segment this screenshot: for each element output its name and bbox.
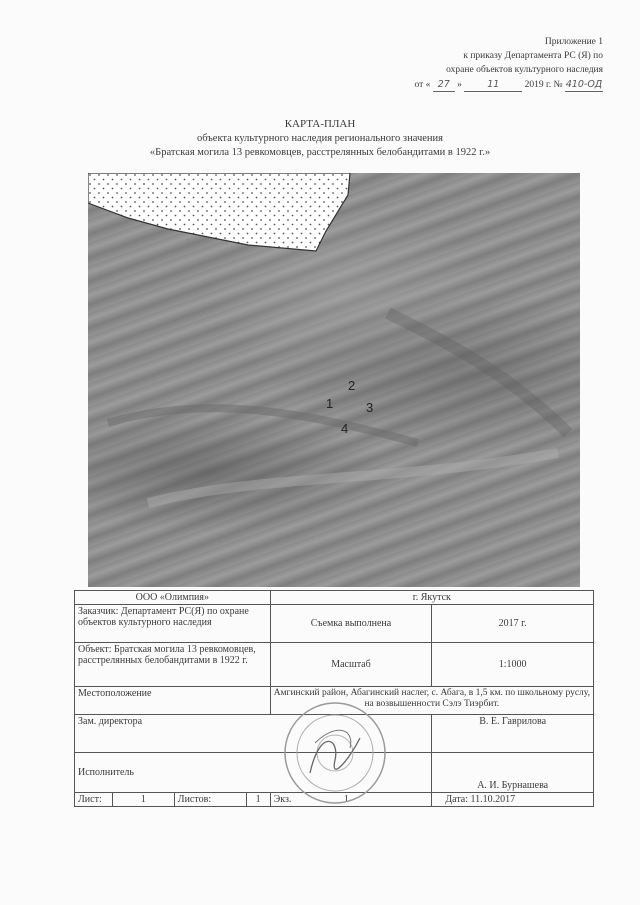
doc-subtitle: объекта культурного наследия регионального значения [197, 133, 443, 144]
sheet-label-cell: Лист: [75, 793, 113, 807]
sheets-label-cell: Листов: [174, 793, 246, 807]
order-number: 410-ОД [565, 79, 603, 90]
official-seal [280, 698, 390, 808]
scale-label-cell: Масштаб [270, 643, 432, 687]
copy-label: Экз. [273, 794, 292, 805]
date-day: 27 [433, 78, 455, 92]
executor-name-cell: А. И. Бурнашева [432, 753, 594, 793]
date-cell [432, 793, 594, 807]
appendix-line-3: охране объектов культурного наследия [446, 65, 603, 75]
organization-cell: ООО «Олимпия» [75, 591, 271, 605]
terrain-line [148, 453, 558, 503]
doc-title: КАРТА-ПЛАН [284, 118, 356, 130]
appendix-line-2: к приказу Департамента РС (Я) по [463, 51, 603, 61]
map-overlay [88, 173, 580, 587]
date-label: Дата: [445, 794, 469, 805]
deputy-name-cell: В. Е. Гаврилова [432, 715, 594, 753]
date-year: 2019 г. № [524, 80, 563, 90]
sheet-value-cell: 1 [112, 793, 174, 807]
appendix-date-line [414, 78, 603, 92]
executor-label-cell: Исполнитель [75, 753, 432, 793]
map-point-4: 4 [341, 421, 349, 436]
deputy-label-cell: Зам. директора [75, 715, 432, 753]
date-mid: » [457, 80, 462, 90]
appendix-line-1: Приложение 1 [544, 37, 603, 47]
map-point-2: 2 [348, 378, 356, 393]
city-cell: г. Якутск [270, 591, 593, 605]
location-label-cell: Местоположение [75, 687, 271, 715]
map-point-1: 1 [326, 396, 334, 411]
copy-value: 1 [343, 794, 349, 805]
hatched-area [88, 173, 350, 251]
location-value-cell: Амгинский район, Абагинский наслег, с. Абага, в 1,5 км. по школьному руслу, на возвышенности Сэлэ Тиэрбит. [270, 687, 593, 715]
scale-value-cell: 1:1000 [432, 643, 594, 687]
date-prefix: от « [414, 80, 431, 90]
object-name: «Братская могила 13 ревкомовцев, расстрелянных белобандитами в 1922 г.» [149, 147, 491, 158]
survey-year-cell: 2017 г. [432, 605, 594, 643]
terrain-line [388, 313, 568, 433]
survey-label-cell: Съемка выполнена [270, 605, 432, 643]
date-value: 11.10.2017 [470, 794, 516, 805]
customer-cell: Заказчик: Департамент РС(Я) по охране объектов культурного наследия [75, 605, 271, 643]
map-point-3: 3 [366, 400, 374, 415]
aerial-map [88, 173, 580, 587]
date-month: 11 [464, 78, 522, 92]
object-cell: Объект: Братская могила 13 ревкомовцев, расстрелянных белобандитами в 1922 г. [75, 643, 271, 687]
sheets-value-cell: 1 [246, 793, 270, 807]
